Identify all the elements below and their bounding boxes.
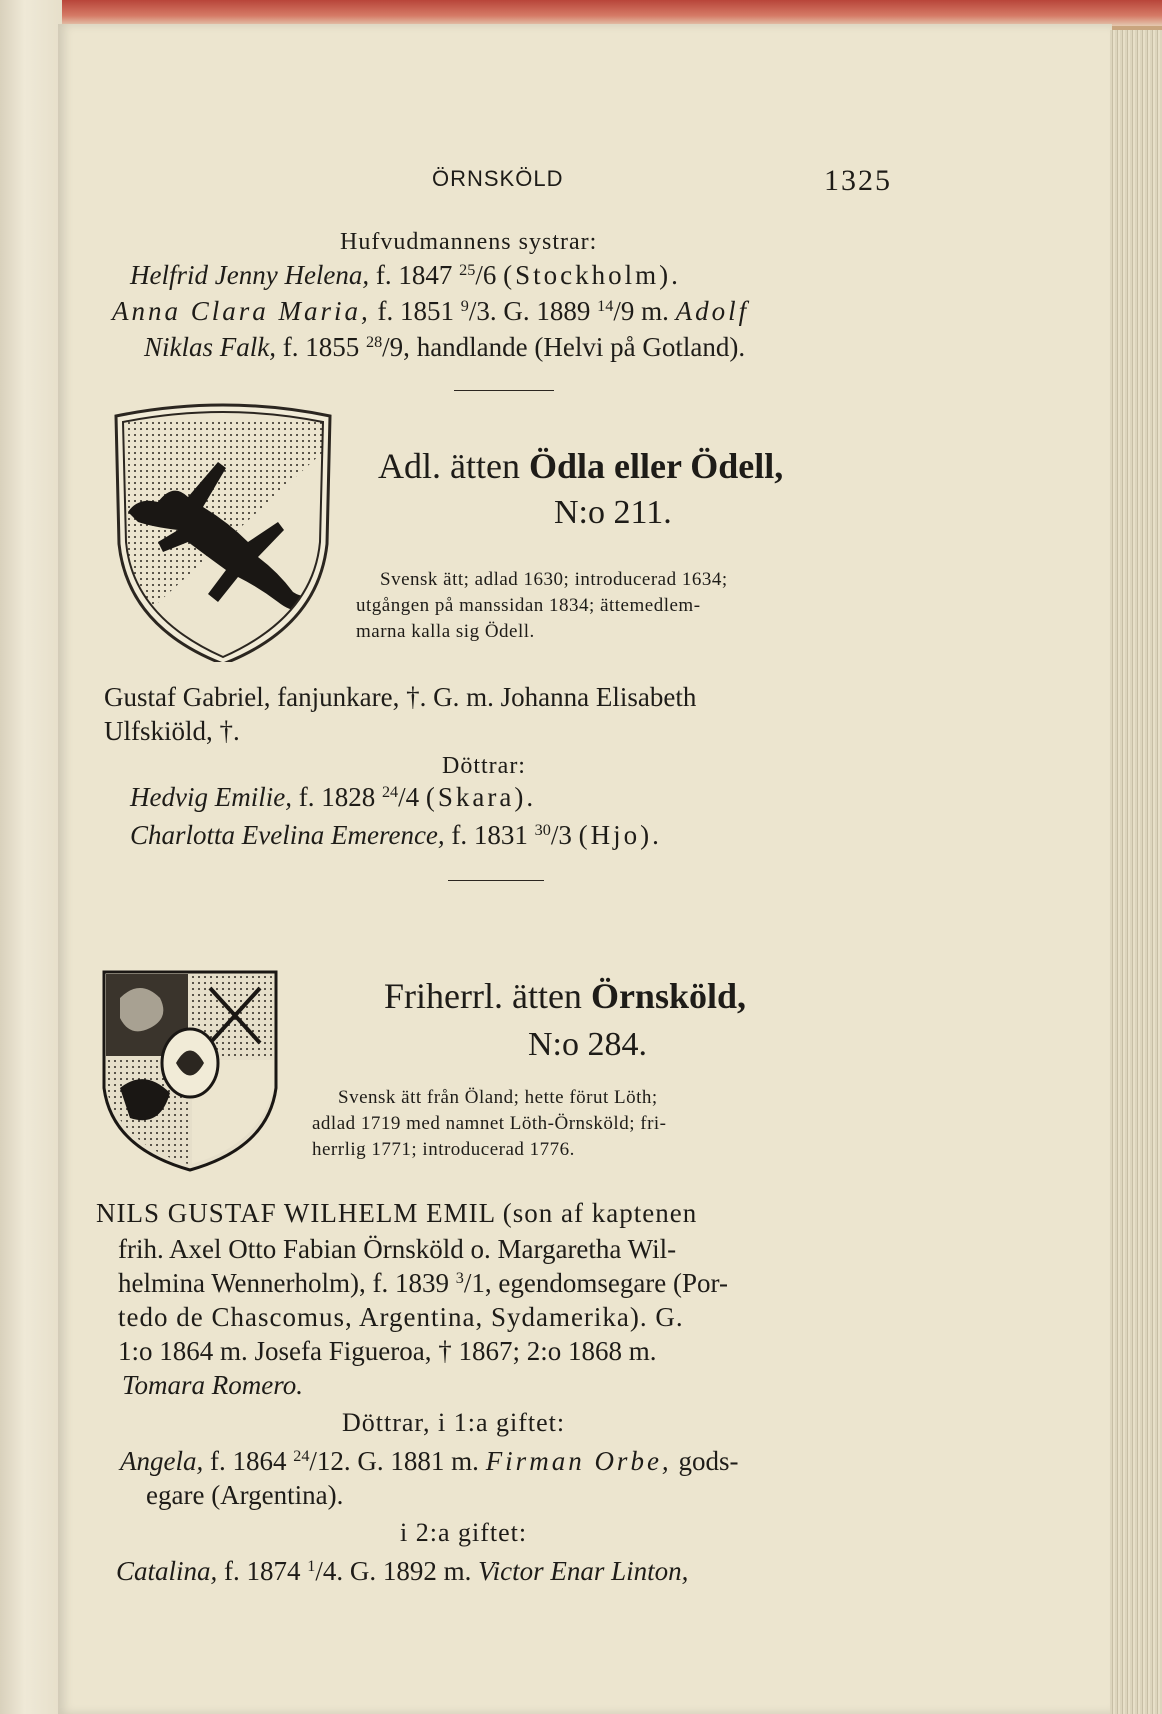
entry-line: NILS GUSTAF WILHELM EMIL (son af kaptenen <box>96 1198 698 1228</box>
odla-coat-of-arms <box>108 402 338 662</box>
divider <box>454 390 554 391</box>
page-number: 1325 <box>824 164 892 197</box>
running-title: ÖRNSKÖLD <box>432 166 564 191</box>
section-heading: Hufvudmannens systrar: <box>340 229 598 255</box>
family-note: Svensk ätt från Öland; hette förut Löth; <box>338 1087 658 1108</box>
entry-line: egare (Argentina). <box>146 1480 344 1510</box>
entry-line: Angela, f. 1864 $^{24}$/12. G. 1881 m. Firman Orbe, gods- <box>120 1446 739 1476</box>
family-note: adlad 1719 med namnet Löth-Örnsköld; fri- <box>312 1113 667 1134</box>
family-note: Svensk ätt; adlad 1630; introducerad 1634; <box>380 569 728 590</box>
family-note: utgången på manssidan 1834; ättemedlem- <box>356 595 701 616</box>
entry-line: Charlotta Evelina Emerence, f. 1831 $^{30}$/3 (Hjo). <box>130 820 662 850</box>
section-heading: Döttrar, i 1:a giftet: <box>342 1408 566 1437</box>
family-number: N:o 284. <box>528 1026 647 1063</box>
family-note: marna kalla sig Ödell. <box>356 621 535 642</box>
page-edges <box>1110 30 1162 1714</box>
entry-line: 1:o 1864 m. Josefa Figueroa, † 1867; 2:o 1868 m. <box>118 1336 657 1366</box>
entry-line: Niklas Falk, f. 1855 $^{28}$/9, handlande (Helvi på Gotland). <box>144 332 746 362</box>
entry-line: Ulfskiöld, †. <box>104 716 240 746</box>
entry-line: frih. Axel Otto Fabian Örnsköld o. Margaretha Wil- <box>118 1234 677 1264</box>
family-title: Friherrl. ätten Örnsköld, <box>384 976 746 1016</box>
divider <box>448 880 544 881</box>
ornskold-coat-of-arms <box>100 968 280 1174</box>
book-edge-top <box>0 0 1162 26</box>
entry-line: Gustaf Gabriel, fanjunkare, †. G. m. Johanna Elisabeth <box>104 682 697 712</box>
book-binding <box>0 0 62 1714</box>
entry-line: Helfrid Jenny Helena, f. 1847 $^{25}$/6 (Stockholm). <box>130 260 681 290</box>
entry-line: tedo de Chascomus, Argentina, Sydamerika). G. <box>118 1302 684 1332</box>
entry-line: Hedvig Emilie, f. 1828 $^{24}$/4 (Skara). <box>130 782 537 812</box>
family-title: Adl. ätten Ödla eller Ödell, <box>378 446 784 486</box>
entry-line: helmina Wennerholm), f. 1839 $^3$/1, egendomsegare (Por- <box>118 1268 728 1298</box>
family-number: N:o 211. <box>554 494 672 531</box>
section-heading: Döttrar: <box>442 753 526 779</box>
entry-line: Tomara Romero. <box>122 1370 304 1400</box>
family-note: herrlig 1771; introducerad 1776. <box>312 1139 575 1160</box>
entry-line: Anna Clara Maria, f. 1851 $^9$/3. G. 1889 $^{14}$/9 m. Adolf <box>112 296 750 326</box>
entry-line: Catalina, f. 1874 $^1$/4. G. 1892 m. Victor Enar Linton, <box>116 1556 689 1586</box>
section-heading: i 2:a giftet: <box>400 1518 528 1547</box>
